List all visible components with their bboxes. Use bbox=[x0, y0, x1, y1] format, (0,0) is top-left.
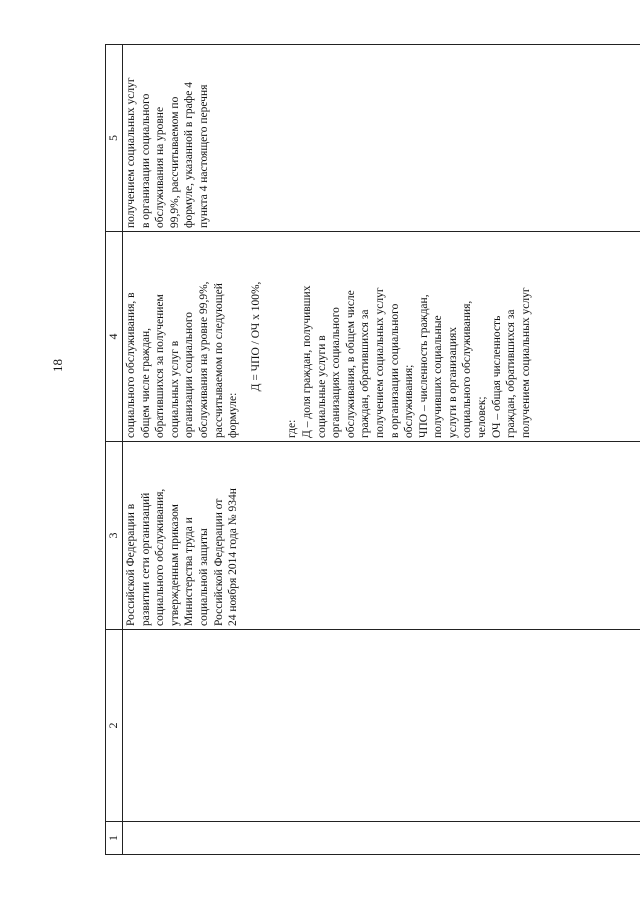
rotated-table-container bbox=[105, 45, 640, 855]
formula: Д = ЧПО / ОЧ х 100%, bbox=[249, 281, 262, 392]
indicator-description: социального обслуживания, в общем числе граждан, обратившихся за получением социальных услуг в организации социального обслуживания на уровне 99,9%, рассчитываемом по следующей формуле: bbox=[125, 281, 240, 438]
column-header-3: 3 bbox=[106, 442, 123, 630]
cell-col1 bbox=[123, 822, 640, 855]
formula-legend: где: Д – доля граждан, получивших социальные услуги в организациях социального обслуживания, в общем числе граждан, обратившихся за получением социальных услуг в организации социального обслуживания; ЧПО – численность граждан, получивших социальные услуги в организациях социального обслуживания, человек; ОЧ – общая численность граждан, обратившихся за получением социальных услуг bbox=[286, 285, 532, 438]
cell-col5: получением социальных услуг в организации социального обслуживания на уровне 99,9%, рассчитываемом по формуле, указанной в графе 4 пункта 4 настоящего перечня bbox=[123, 45, 640, 232]
cell-col4 bbox=[123, 232, 640, 442]
column-header-1: 1 bbox=[106, 822, 123, 855]
column-header-2: 2 bbox=[106, 630, 123, 822]
page-number: 18 bbox=[50, 359, 65, 372]
indicator-table bbox=[105, 44, 640, 855]
table-header-row bbox=[106, 45, 123, 855]
table-row bbox=[123, 45, 640, 855]
cell-col2 bbox=[123, 630, 640, 822]
column-header-5: 5 bbox=[106, 45, 123, 232]
column-header-4: 4 bbox=[106, 232, 123, 442]
cell-col3: Российской Федерации в развитии сети организаций социального обслуживания, утвержденным приказом Министерства труда и социальной защиты Российской Федерации от 24 ноября 2014 года № 934н bbox=[123, 442, 640, 630]
